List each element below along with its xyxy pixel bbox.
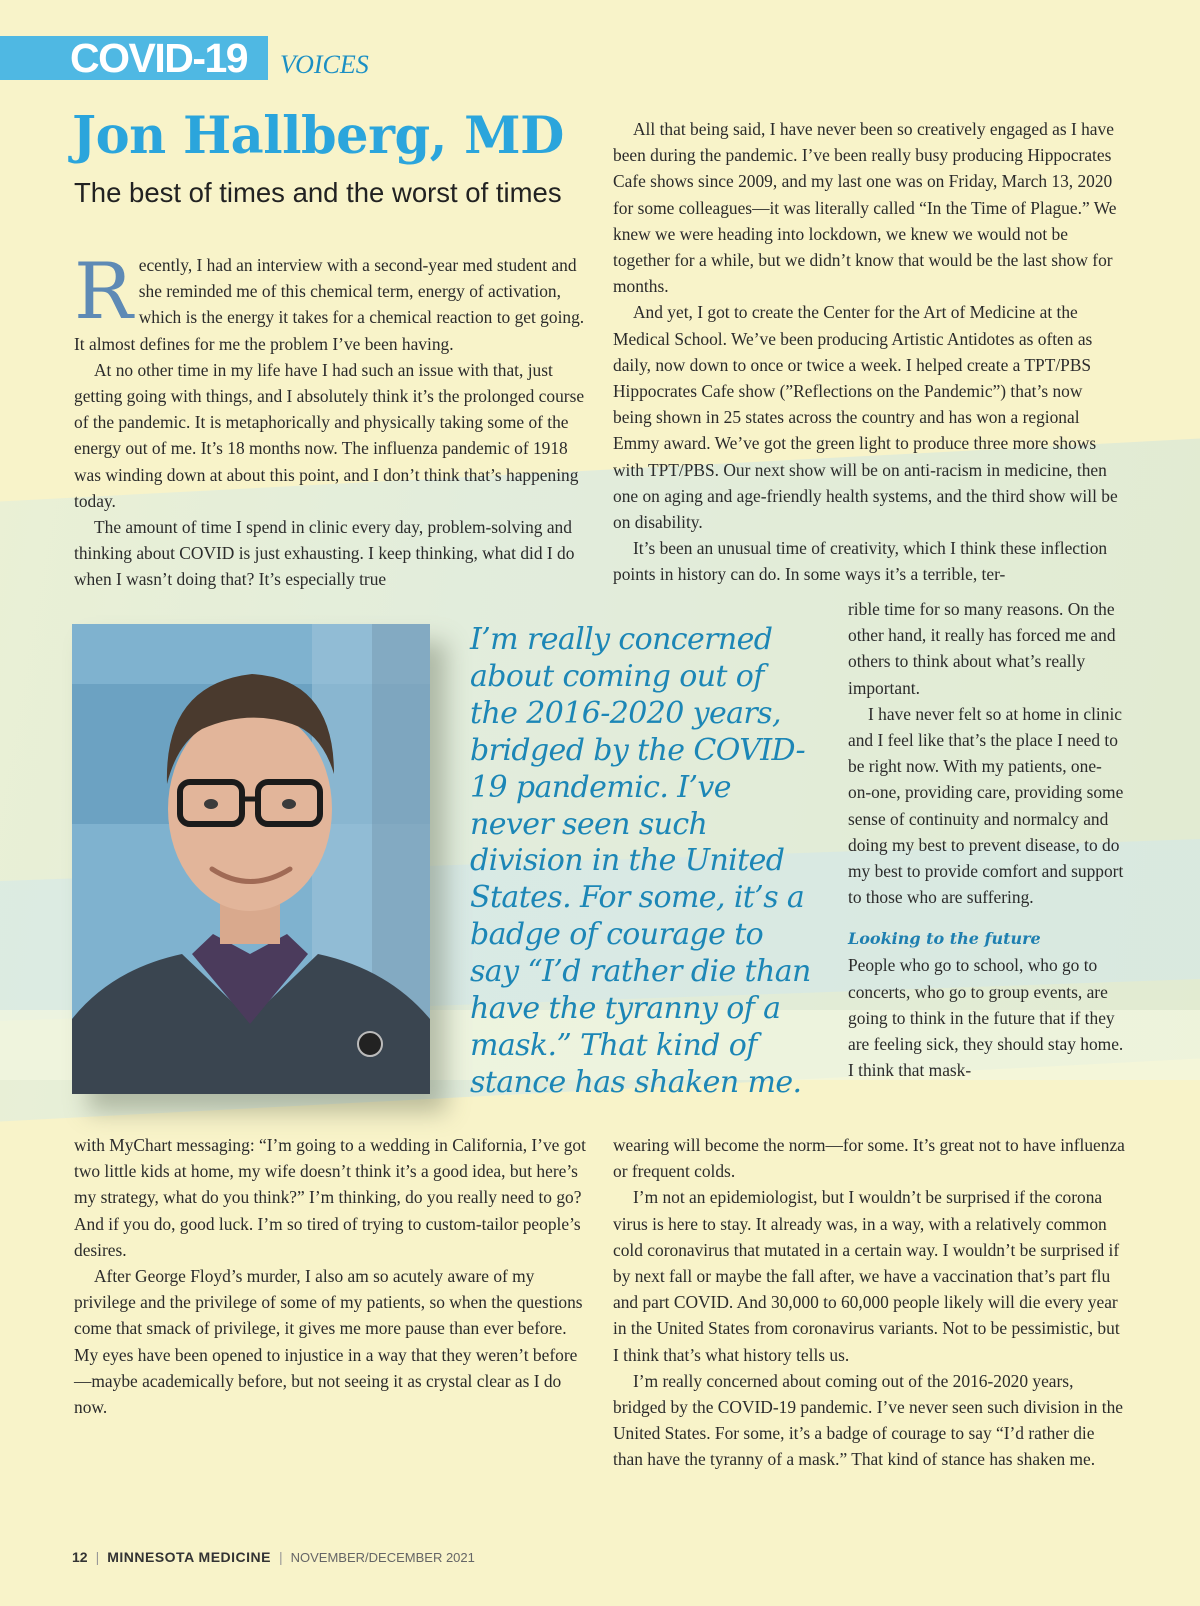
paragraph: All that being said, I have never been so creatively engaged as I have been during the pandemic. I’ve been really busy producing Hippocrates Cafe shows since 2009, and my last one was on Friday, March 13, 2020 for some colleagues—it was literally called “In the Time of Plague.” We knew we were heading into lockdown, we knew we would not be together for a while, but we didn’t know that would be the last show for months. — [613, 119, 1117, 297]
covid-19-logo: COVID-19 — [70, 35, 248, 81]
paragraph: At no other time in my life have I had such an issue with that, just getting going with things, and I absolutely think it’s the prolonged course of the pandemic. It is metaphorically and physically taking some of the energy out of me. It’s 18 months now. The influenza pandemic of 1918 was winding down at about this point, and I don’t think that’s happening today. — [74, 359, 585, 511]
paragraph: The amount of time I spend in clinic every day, problem-solving and thinking about COVID is just exhausting. I keep thinking, what did I do when I wasn’t doing that? It’s especially true — [74, 517, 575, 590]
drop-cap: R — [74, 247, 133, 337]
author-portrait-photo — [72, 624, 430, 1094]
paragraph: I’m really concerned about coming out of the 2016-2020 years, bridged by the COVID-19 pandemic. I’ve never seen such division in the United States. For some, it’s a badge of courage to say “I’d rather die than have the tyranny of a mask.” That kind of stance has shaken me. — [613, 1370, 1123, 1470]
page-number: 12 — [72, 1549, 88, 1565]
paragraph-text: ecently, I had an interview with a second-year med student and she reminded me of this chemical term, energy of activation, which is the energy it takes for a chemical reaction to get going. It almost defines for me the problem I’ve been having. — [74, 255, 585, 354]
paragraph: I have never felt so at home in clinic and I feel like that’s the place I need to be right now. With my patients, one-on-one, providing care, providing some sense of continuity and normalcy and doing my best to prevent disease, to do my best to provide comfort and support to those who are suffering. — [848, 703, 1124, 908]
section-label: VOICES — [280, 50, 369, 79]
pull-quote — [470, 622, 820, 1102]
portrait-illustration — [72, 624, 430, 1094]
paragraph: rible time for so many reasons. On the other hand, it really has forced me and others to think about what’s really important. — [848, 599, 1116, 698]
pull-quote-text: I’m really concerned about coming out of the 2016-2020 years, bridged by the COVID-19 pandemic. I’ve never seen such division in the United States. For some, it’s a badge of courage to say “I’d rather die than have the tyranny of a mask.” That kind of stance has shaken me. — [470, 622, 811, 1100]
paragraph: And yet, I got to create the Center for the Art of Medicine at the Medical School. We’ve been producing Artistic Antidotes as often as daily, now down to once or twice a week. I helped create a TPT/PBS Hippocrates Cafe show (”Reflections on the Pandemic”) that’s now being shown in 25 states across the country and has won a regional Emmy award. We’ve got the green light to produce three more shows with TPT/PBS. Our next show will be on anti-racism in medicine, then one on aging and age-friendly health systems, and the third show will be on disability. — [613, 302, 1118, 533]
body-column-right-top — [613, 116, 1125, 588]
paragraph: People who go to school, who go to concerts, who go to group events, are going to think in the future that if they are feeling sick, they should stay home. I think that mask- — [848, 955, 1124, 1081]
article-title: Jon Hallberg, MD — [72, 106, 564, 166]
paragraph — [74, 247, 590, 357]
section-subhead: Looking to the future — [848, 929, 1041, 949]
page-footer — [72, 1548, 475, 1567]
footer-divider: | — [95, 1549, 100, 1565]
paragraph: It’s been an unusual time of creativity, which I think these inflection points in history can do. In some ways it’s a terrible, ter- — [613, 538, 1108, 585]
paragraph: I’m not an epidemiologist, but I wouldn’t be surprised if the corona virus is here to stay. It already was, in a way, with a relatively common cold coronavirus that mutated in a certain way. I wouldn’t be surprised if by next fall or maybe the fall after, we have a vaccination that’s part flu and part COVID. And 30,000 to 60,000 people likely will die every year in the United States from coronavirus variants. Not to be pessimistic, but I think that’s what history tells us. — [613, 1187, 1120, 1365]
footer-divider: | — [279, 1549, 283, 1565]
paragraph: After George Floyd’s murder, I also am so acutely aware of my privilege and the privilege of some of my patients, so when the questions come that smack of privilege, it gives me more pause than ever before. My eyes have been opened to injustice in a way that they weren’t before—maybe academically before, but not seeing it as crystal clear as I do now. — [74, 1266, 583, 1418]
body-column-right-bottom — [613, 1132, 1125, 1473]
article-subtitle: The best of times and the worst of times — [74, 177, 562, 208]
paragraph: wearing will become the norm—for some. It’s great not to have influenza or frequent colds. — [613, 1135, 1125, 1182]
publication-name: MINNESOTA MEDICINE — [107, 1549, 271, 1565]
paragraph: with MyChart messaging: “I’m going to a wedding in California, I’ve got two little kids at home, my wife doesn’t think it’s a good idea, but here’s my strategy, what do you think?” I’m thinking, do you really need to go? And if you do, good luck. I’m so tired of trying to custom-tailor people’s desires. — [74, 1135, 586, 1260]
body-column-right-narrow — [848, 596, 1125, 1083]
body-column-left-bottom — [74, 1132, 590, 1420]
issue-date: NOVEMBER/DECEMBER 2021 — [290, 1550, 475, 1565]
body-column-left-top — [74, 247, 590, 593]
